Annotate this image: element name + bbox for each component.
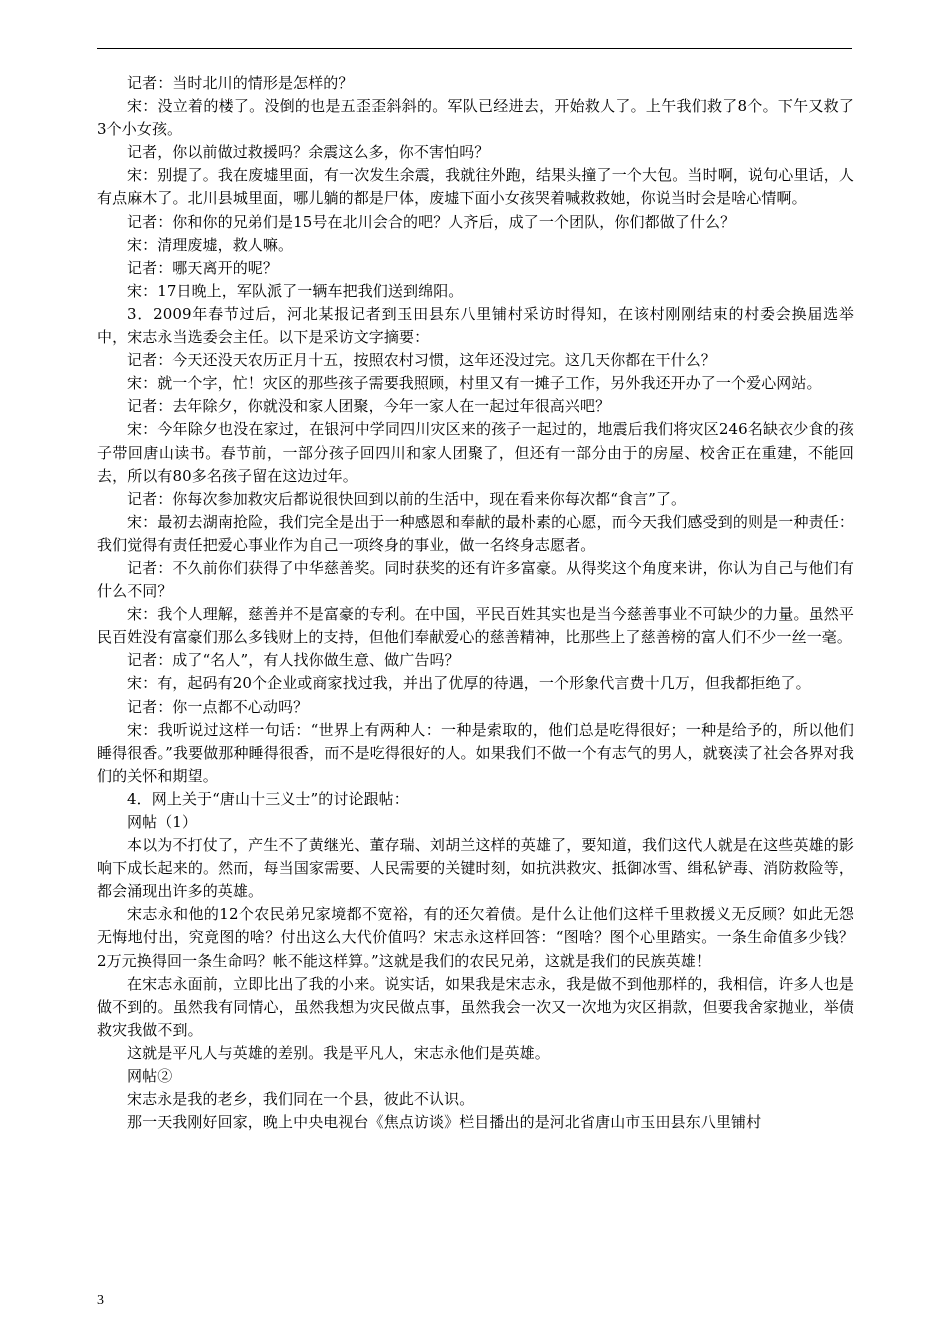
paragraph: 记者：当时北川的情形是怎样的？ (127, 74, 354, 92)
paragraph: 记者：成了“名人”，有人找你做生意、做广告吗？ (127, 651, 460, 670)
paragraph: 宋：就一个字，忙！灾区的那些孩子需要我照顾，村里又有一摊子工作，另外我还开办了一个爱心网站。 (127, 374, 822, 393)
paragraph: 宋：清理废墟，救人嘛。 (127, 235, 294, 254)
paragraph: 记者：今天还没天农历正月十五，按照农村习惯，这年还没过完。这几天你都在干什么？ (127, 351, 716, 370)
paragraph: 宋志永和他的12个农民弟兄家境都不宽裕，有的还欠着债。是什么让他们这样千里救援义无反顾？如此无怨无悔地付出，究竟图的啥？付出这么大代价值吗？宋志永这样回答：“图啥？图个心里踏实。一条生命值多少钱？2万元换得回一条生命吗？帐不能这样算。”这就是我们的农民兄弟，这就是我们的民族英雄！ (97, 905, 854, 970)
section-heading: 3．2009年春节过后，河北某报记者到玉田县东八里铺村采访时得知，在该村刚刚结束的村委会换届选举中，宋志永当选委会主任。以下是采访文字摘要： (97, 304, 854, 347)
paragraph: 宋：今年除夕也没在家过，在银河中学同四川灾区来的孩子一起过的，地震后我们将灾区246名缺衣少食的孩子带回唐山读书。春节前，一部分孩子回四川和家人团聚了，但还有一部分由于的房屋、校舍正在重建，不能回去，所以有80多名孩子留在这边过年。 (97, 420, 854, 485)
paragraph: 记者：你每次参加救灾后都说很快回到以前的生活中，现在看来你每次都“食言”了。 (127, 489, 687, 508)
paragraph: 宋：别提了。我在废墟里面，有一次发生余震，我就往外跑，结果头撞了一个大包。当时啊，说句心里话，人有点麻木了。北川县城里面，哪儿躺的都是尸体，废墟下面小女孩哭着喊救救她，你说当时会是啥心情啊。 (97, 166, 854, 208)
paragraph: 在宋志永面前，立即比出了我的小来。说实话，如果我是宋志永，我是做不到他那样的，我相信，许多人也是做不到的。虽然我有同情心，虽然我想为灾民做点事，虽然我会一次又一次地为灾区捐款，但要我舍家抛业，举债救灾我做不到。 (97, 974, 854, 1039)
paragraph: 宋：最初去湖南抢险，我们完全是出于一种感恩和奉献的最朴素的心愿，而今天我们感受到的则是一种责任：我们觉得有责任把爱心事业作为自己一项终身的事业，做一名终身志愿者。 (97, 512, 854, 554)
paragraph: 宋：我个人理解，慈善并不是富豪的专利。在中国，平民百姓其实也是当今慈善事业不可缺少的力量。虽然平民百姓没有富豪们那么多钱财上的支持，但他们奉献爱心的慈善精神，比那些上了慈善榜的富人们不少一丝一毫。 (97, 605, 854, 647)
paragraph: 那一天我刚好回家，晚上中央电视台《焦点访谈》栏目播出的是河北省唐山市玉田县东八里铺村 (127, 1113, 762, 1132)
paragraph: 记者：你和你的兄弟们是15号在北川会合的吧？人齐后，成了一个团队，你们都做了什么？ (127, 212, 736, 231)
paragraph: 宋：没立着的楼了。没倒的也是五歪歪斜斜的。军队已经进去，开始救人了。上午我们救了8个。下午又救了3个小女孩。 (97, 97, 854, 139)
paragraph: 宋：我听说过这样一句话：“世界上有两种人：一种是索取的，他们总是吃得很好；一种是给予的，所以他们睡得很香。”我要做那种睡得很香，而不是吃得很好的人。如果我们不做一个有志气的男人，就亵渎了社会各界对我们的关怀和期望。 (97, 720, 854, 785)
post-label: 网帖（1） (127, 813, 198, 831)
post-label: 网帖② (127, 1067, 173, 1086)
paragraph: 宋：17日晚上，军队派了一辆车把我们送到绵阳。 (127, 281, 464, 300)
page-number: 3 (97, 1293, 104, 1308)
header-rule (97, 48, 852, 49)
paragraph: 记者：哪天离开的呢？ (127, 258, 279, 277)
paragraph: 记者：去年除夕，你就没和家人团聚，今年一家人在一起过年很高兴吧？ (127, 397, 611, 416)
paragraph: 宋志永是我的老乡，我们同在一个县，彼此不认识。 (127, 1090, 475, 1109)
paragraph: 记者，你以前做过救援吗？余震这么多，你不害怕吗？ (127, 143, 490, 162)
paragraph: 这就是平凡人与英雄的差别。我是平凡人，宋志永他们是英雄。 (127, 1043, 550, 1062)
document-body (97, 72, 854, 1134)
paragraph: 宋：有，起码有20个企业或商家找过我，并出了优厚的待遇，一个形象代言费十几万，但我都拒绝了。 (127, 674, 811, 693)
paragraph: 记者：不久前你们获得了中华慈善奖。同时获奖的还有许多富豪。从得奖这个角度来讲，你认为自己与他们有什么不同？ (97, 558, 854, 601)
section-heading: 4．网上关于“唐山十三义士”的讨论跟帖： (127, 789, 409, 808)
paragraph: 记者：你一点都不心动吗？ (127, 697, 309, 716)
paragraph: 本以为不打仗了，产生不了黄继光、董存瑞、刘胡兰这样的英雄了，要知道，我们这代人就是在这些英雄的影响下成长起来的。然而，每当国家需要、人民需要的关键时刻，如抗洪救灾、抵御冰雪、缉私铲毒、消防救险等，都会涌现出许多的英雄。 (97, 836, 854, 901)
